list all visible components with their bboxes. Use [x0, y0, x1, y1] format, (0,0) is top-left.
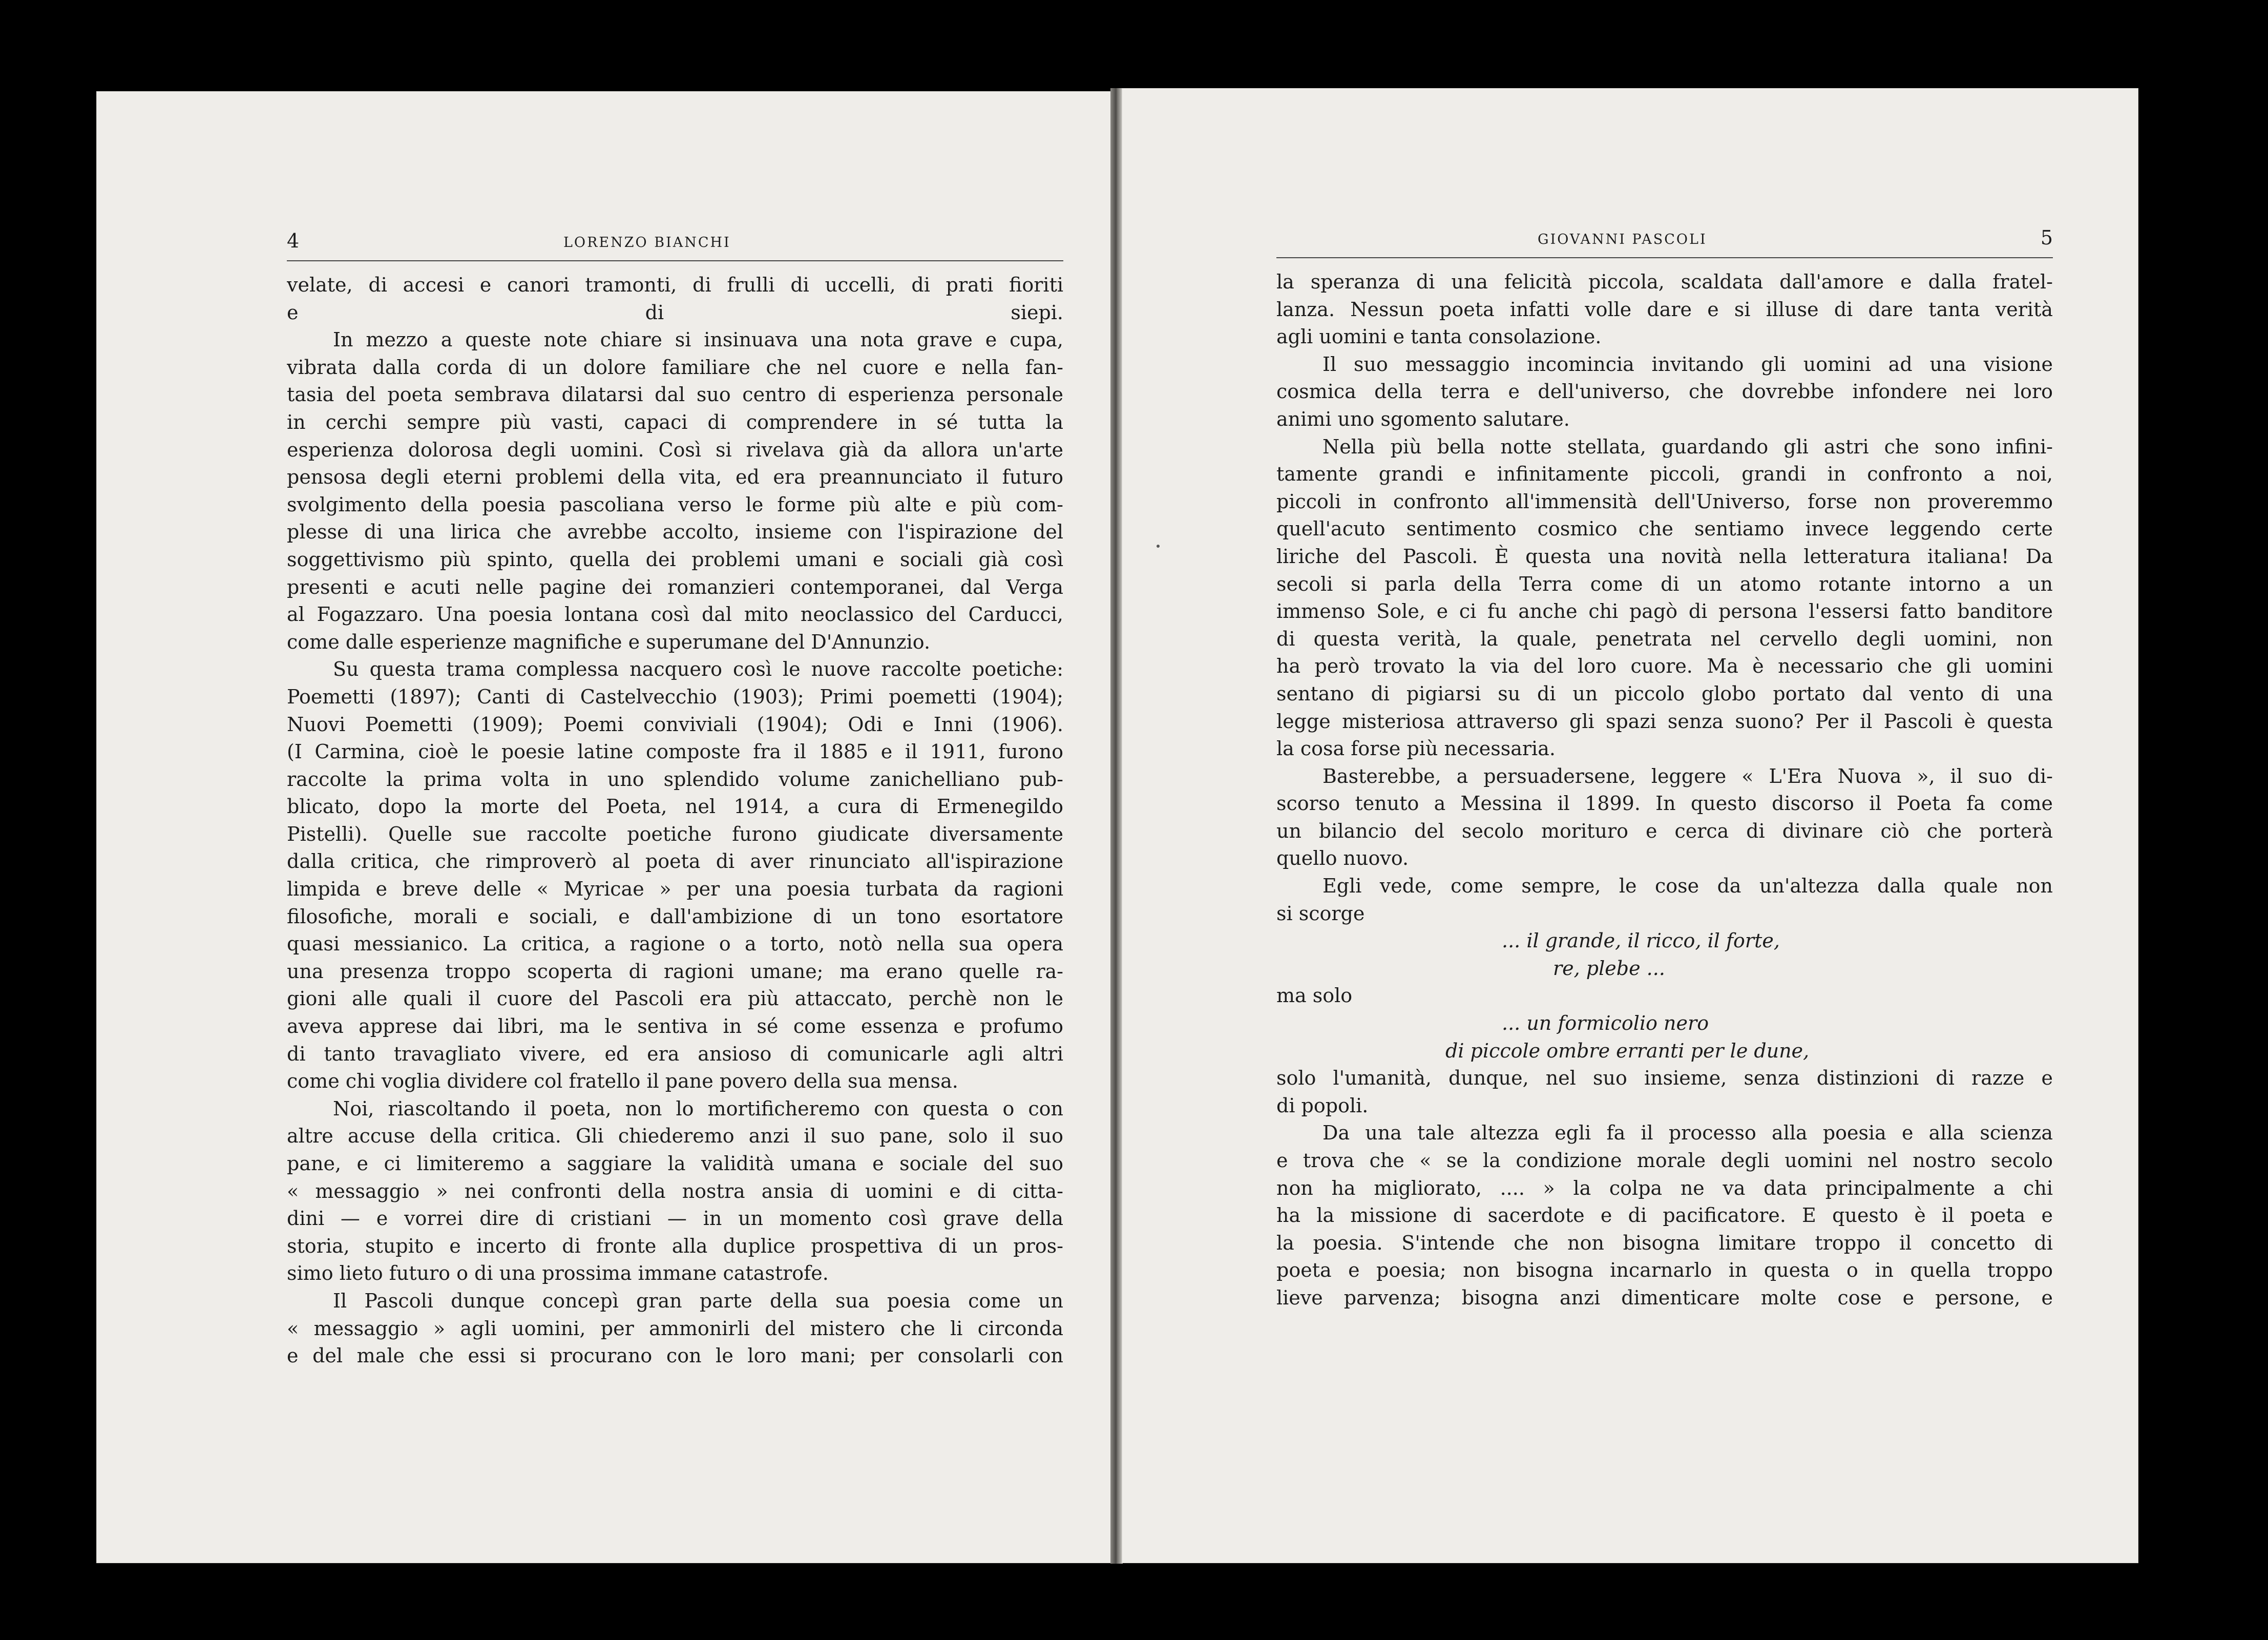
text-line: ... il grande, il ricco, il forte,	[1502, 929, 1780, 952]
text-line: Da una tale altezza egli fa il processo alla poesia e alla scienza	[1322, 1122, 2053, 1145]
text-line: plesse di una lirica che avrebbe accolto, insieme con l'ispirazione del	[287, 521, 1063, 544]
text-line: Il Pascoli dunque concepì gran parte della sua poesia come un	[333, 1289, 1063, 1312]
text-line: di questa verità, la quale, penetrata nel cervello degli uomini, non	[1276, 627, 2053, 650]
text-line: di tanto travagliato vivere, ed era ansioso di comunicarle agli altri	[287, 1042, 1063, 1065]
text-line: Basterebbe, a persuadersene, leggere « L'Era Nuova », il suo di-	[1322, 764, 2053, 787]
text-line: in cerchi sempre più vasti, capaci di comprendere in sé tutta la	[287, 410, 1063, 433]
text-line: dalla critica, che rimproverò al poeta di aver rinunciato all'ispirazione	[287, 850, 1063, 873]
text-line: Nuovi Poemetti (1909); Poemi conviviali (1904); Odi e Inni (1906).	[287, 713, 1063, 736]
text-line: sentano di pigiarsi su di un piccolo globo portato dal vento di una	[1276, 682, 2053, 705]
text-line: storia, stupito e incerto di fronte alla duplice prospettiva di un pros-	[287, 1234, 1063, 1257]
text-line: blicato, dopo la morte del Poeta, nel 1914, a cura di Ermenegildo	[287, 795, 1063, 818]
text-line: piccoli in confronto all'immensità dell'Universo, forse non proveremmo	[1276, 490, 2053, 513]
text-line: un bilancio del secolo morituro e cerca di divinare ciò che porterà	[1276, 819, 2053, 842]
text-line: non ha migliorato, .... » la colpa ne va data principalmente a chi	[1276, 1176, 2053, 1199]
page-number: 5	[2040, 226, 2053, 249]
text-line: immenso Sole, e ci fu anche chi pagò di persona l'essersi fatto banditore	[1276, 600, 2053, 623]
text-line: Pistelli). Quelle sue raccolte poetiche furono giudicate diversamente	[287, 822, 1063, 845]
text-line: altre accuse della critica. Gli chiederemo anzi il suo pane, solo il suo	[287, 1125, 1063, 1148]
text-line: ma solo	[1276, 984, 1353, 1007]
text-line: gioni alle quali il cuore del Pascoli era più attaccato, perchè non le	[287, 987, 1063, 1010]
text-line: velate, di accesi e canori tramonti, di frulli di uccelli, di prati fioriti	[287, 274, 1063, 296]
text-line: animi uno sgomento salutare.	[1276, 407, 1570, 430]
text-line: la cosa forse più necessaria.	[1276, 737, 1556, 760]
text-line: « messaggio » agli uomini, per ammonirli del mistero che li circonda	[287, 1317, 1063, 1340]
text-line: ha la missione di sacerdote e di pacificatore. E questo è il poeta e	[1276, 1204, 2053, 1227]
text-line: filosofiche, morali e sociali, e dall'ambizione di un tono esortatore	[287, 905, 1063, 928]
text-line: (I Carmina, cioè le poesie latine composte fra il 1885 e il 1911, furono	[287, 740, 1063, 763]
text-line: In mezzo a queste note chiare si insinuava una nota grave e cupa,	[333, 328, 1063, 351]
text-line: limpida e breve delle « Myricae » per una poesia turbata da ragioni	[287, 878, 1063, 901]
running-head: LORENZO BIANCHI	[563, 235, 731, 251]
page-number: 4	[287, 230, 300, 252]
text-line: vibrata dalla corda di un dolore familiare che nel cuore e nella fan-	[287, 356, 1063, 379]
running-head: GIOVANNI PASCOLI	[1538, 232, 1707, 247]
text-line: come dalle esperienze magnifiche e superumane del D'Annunzio.	[287, 630, 931, 653]
text-line: pensosa degli eterni problemi della vita, ed era preannunciato il futuro	[287, 466, 1063, 489]
text-line: Poemetti (1897); Canti di Castelvecchio (1903); Primi poemetti (1904);	[287, 685, 1063, 708]
text-line: re, plebe ...	[1553, 957, 1665, 980]
text-line: e del male che essi si procurano con le loro mani; per consolarli con	[287, 1344, 1063, 1367]
text-line: liriche del Pascoli. È questa una novità nella letteratura italiana! Da	[1276, 545, 2053, 568]
text-line: esperienza dolorosa degli uomini. Così si rivelava già da allora un'arte	[287, 438, 1063, 461]
text-line: e trova che « se la condizione morale degli uomini nel nostro secolo	[1276, 1149, 2053, 1172]
text-line: Su questa trama complessa nacquero così le nuove raccolte poetiche:	[333, 658, 1063, 681]
text-line: quello nuovo.	[1276, 847, 1409, 870]
text-line: svolgimento della poesia pascoliana verso le forme più alte e più com-	[287, 493, 1063, 516]
text-line: solo l'umanità, dunque, nel suo insieme, senza distinzioni di razze e	[1276, 1067, 2053, 1090]
text-line: lieve parvenza; bisogna anzi dimenticare molte cose e persone, e	[1276, 1286, 2053, 1309]
text-line: raccolte la prima volta in uno splendido volume zanichelliano pub-	[287, 767, 1063, 791]
text-line: scorso tenuto a Messina il 1899. In questo discorso il Poeta fa come	[1276, 792, 2053, 815]
text-line: presenti e acuti nelle pagine dei romanzieri contemporanei, dal Verga	[287, 575, 1063, 598]
text-line: Noi, riascoltando il poeta, non lo mortificheremo con questa o con	[333, 1097, 1063, 1120]
right-header	[1276, 226, 2053, 258]
text-line: cosmica della terra e dell'universo, che dovrebbe infondere nei loro	[1276, 380, 2053, 403]
text-line: quasi messianico. La critica, a ragione o a torto, notò nella sua opera	[287, 932, 1063, 956]
text-line: la speranza di una felicità piccola, scaldata dall'amore e dalla fratel-	[1276, 271, 2053, 293]
text-line: tamente grandi e infinitamente piccoli, grandi in confronto a noi,	[1276, 463, 2053, 486]
text-line: legge misteriosa attraverso gli spazi senza suono? Per il Pascoli è questa	[1276, 710, 2053, 733]
text-line: di piccole ombre erranti per le dune,	[1445, 1039, 1810, 1062]
text-line: tasia del poeta sembrava dilatarsi dal suo centro di esperienza personale	[287, 383, 1063, 406]
text-line: « messaggio » nei confronti della nostra ansia di uomini e di citta-	[287, 1179, 1063, 1202]
text-line: secoli si parla della Terra come di un atomo rotante intorno a un	[1276, 572, 2053, 595]
text-line: soggettivismo più spinto, quella dei problemi umani e sociali già così	[287, 548, 1063, 571]
text-line: lanza. Nessun poeta infatti volle dare e si illuse di dare tanta verità	[1276, 298, 2053, 321]
text-line: poeta e poesia; non bisogna incarnarlo in questa o in quella troppo	[1276, 1259, 2053, 1282]
book-gutter	[1110, 88, 1123, 1564]
text-line: come chi voglia dividere col fratello il pane povero della sua mensa.	[287, 1070, 958, 1093]
text-line: ha però trovato la via del loro cuore. Ma è necessario che gli uomini	[1276, 655, 2053, 678]
paper-speck	[1157, 545, 1160, 548]
right-body-text	[1276, 268, 2053, 1312]
text-line: Nella più bella notte stellata, guardando gli astri che sono infini-	[1322, 435, 2053, 458]
text-line: e di siepi.	[287, 301, 1063, 324]
text-line: quell'acuto sentimento cosmico che sentiamo invece leggendo certe	[1276, 517, 2053, 541]
text-line: ... un formicolio nero	[1502, 1012, 1709, 1035]
text-line: agli uomini e tanta consolazione.	[1276, 325, 1602, 348]
text-line: Egli vede, come sempre, le cose da un'altezza dalla quale non	[1322, 875, 2053, 898]
text-line: Il suo messaggio incomincia invitando gli uomini ad una visione	[1322, 352, 2053, 376]
left-header	[287, 230, 1063, 261]
text-line: di popoli.	[1276, 1094, 1369, 1117]
text-line: dini — e vorrei dire di cristiani — in un momento così grave della	[287, 1207, 1063, 1230]
text-line: aveva apprese dai libri, ma le sentiva in sé come essenza e profumo	[287, 1015, 1063, 1038]
right-page	[1122, 88, 2138, 1563]
text-line: la poesia. S'intende che non bisogna limitare troppo il concetto di	[1276, 1231, 2053, 1254]
text-line: una presenza troppo scoperta di ragioni umane; ma erano quelle ra-	[287, 960, 1063, 983]
left-page	[96, 91, 1111, 1563]
text-line: al Fogazzaro. Una poesia lontana così dal mito neoclassico del Carducci,	[287, 603, 1063, 626]
text-line: si scorge	[1276, 902, 1365, 925]
text-line: simo lieto futuro o di una prossima immane catastrofe.	[287, 1262, 829, 1285]
text-line: pane, e ci limiteremo a saggiare la validità umana e sociale del suo	[287, 1152, 1063, 1175]
left-body-text	[287, 272, 1063, 1370]
